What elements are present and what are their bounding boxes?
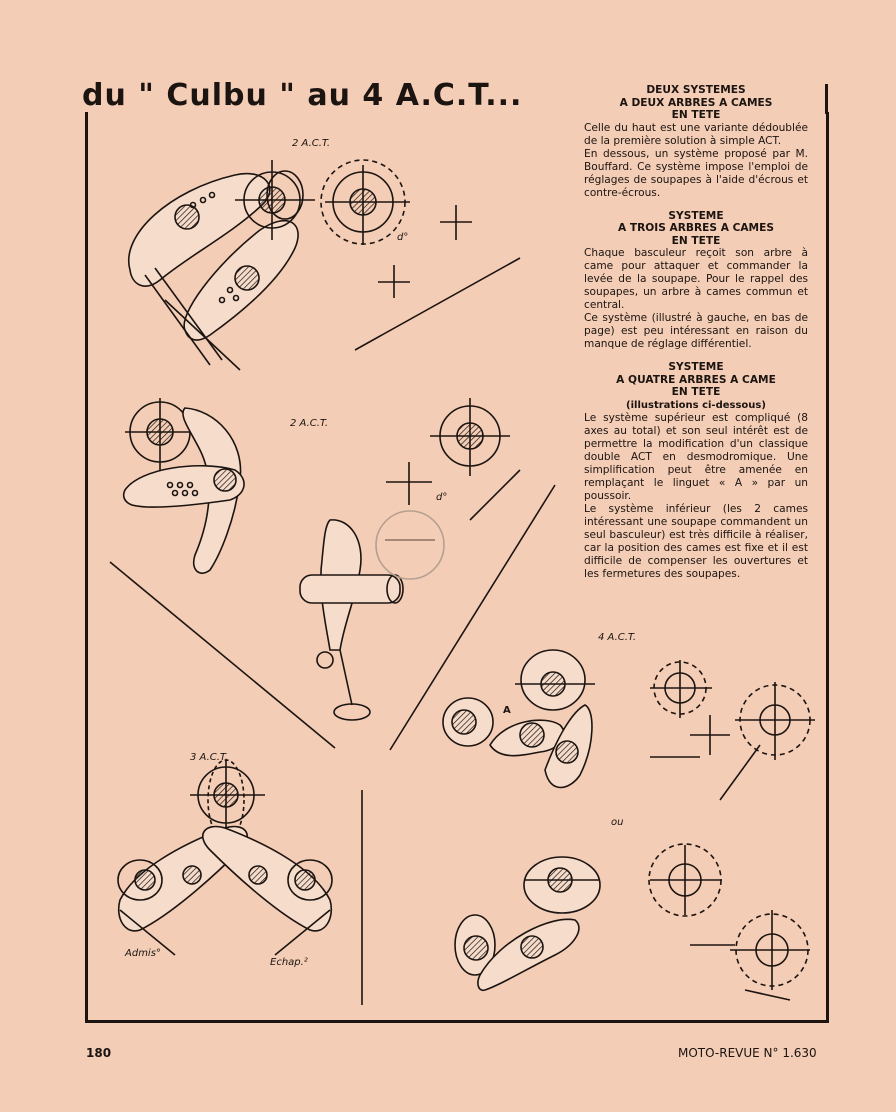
page-number: 180 <box>86 1046 112 1060</box>
section-heading-line: SYSTEME <box>668 209 724 222</box>
figure-4act-lower <box>455 844 810 1000</box>
label-ou: ou <box>611 817 624 828</box>
section-heading-line: EN TETE <box>671 109 721 121</box>
section-heading-line: DEUX SYSTEMES <box>646 84 746 96</box>
section-heading-line: EN TETE <box>671 386 721 398</box>
label-admission: Admis° <box>125 948 161 959</box>
label-do-top: d° <box>397 232 409 243</box>
label-3act: 3 A.C.T. <box>190 752 229 763</box>
paragraph: Chaque basculeur reçoit son arbre à came pour attaquer et commander la levée de la soupape. Pour le rappel des soupapes, un arbre à cames commun et central. <box>584 247 808 311</box>
section-heading-line: A DEUX ARBRES A CAMES <box>619 96 773 109</box>
paragraph: Ce système (illustré à gauche, en bas de page) est peu intéressant en raison du manque de réglage différentiel. <box>584 312 808 350</box>
label-2act-middle: 2 A.C.T. <box>290 418 329 429</box>
paragraph: Celle du haut est une variante dédoublée de la première solution à simple ACT. <box>584 121 808 147</box>
section-heading-line: A TROIS ARBRES A CAMES <box>618 222 774 234</box>
paragraph: Le système inférieur (les 2 cames intéressant une soupape commandent un seul basculeur) est très difficile à réaliser, car la position des cames est fixe et il est difficile de compenser les ouvertures et les fermetures des soupapes. <box>584 502 808 580</box>
article-text <box>584 84 808 581</box>
section-heading-line: EN TETE <box>671 234 721 247</box>
section-heading-line: SYSTEME <box>668 361 724 373</box>
section-three-cams <box>584 210 808 352</box>
figure-3act <box>118 760 362 1005</box>
figure-2act-top <box>129 160 520 370</box>
paragraph: Le système supérieur est compliqué (8 axes au total) et son seul intérêt est de permettre la modification d'un classique double ACT en desmodromique. Une simplification peut être amenée en remplaçant le linguet « A » par un poussoir. <box>584 411 808 502</box>
page-title: du " Culbu " au 4 A.C.T... <box>82 78 523 113</box>
section-heading-line: A QUATRE ARBRES A CAME <box>616 373 776 386</box>
label-4act: 4 A.C.T. <box>598 632 637 643</box>
section-four-cams <box>584 361 808 581</box>
section-two-cams <box>584 84 808 200</box>
figure-bouffard-device <box>300 511 444 720</box>
label-do-middle: d° <box>436 492 448 503</box>
label-2act-top: 2 A.C.T. <box>292 138 331 149</box>
magazine-issue: MOTO-REVUE N° 1.630 <box>678 1046 817 1060</box>
section-subheading: (illustrations ci-dessous) <box>626 399 766 411</box>
figure-4act-upper <box>443 650 815 800</box>
label-marker-a: A <box>503 705 511 716</box>
paragraph: En dessous, un système proposé par M. Bouffard. Ce système impose l'emploi de réglages de soupapes à l'aide d'écrous et contre-écrous. <box>584 147 808 199</box>
label-exhaust: Echap.² <box>270 957 308 968</box>
